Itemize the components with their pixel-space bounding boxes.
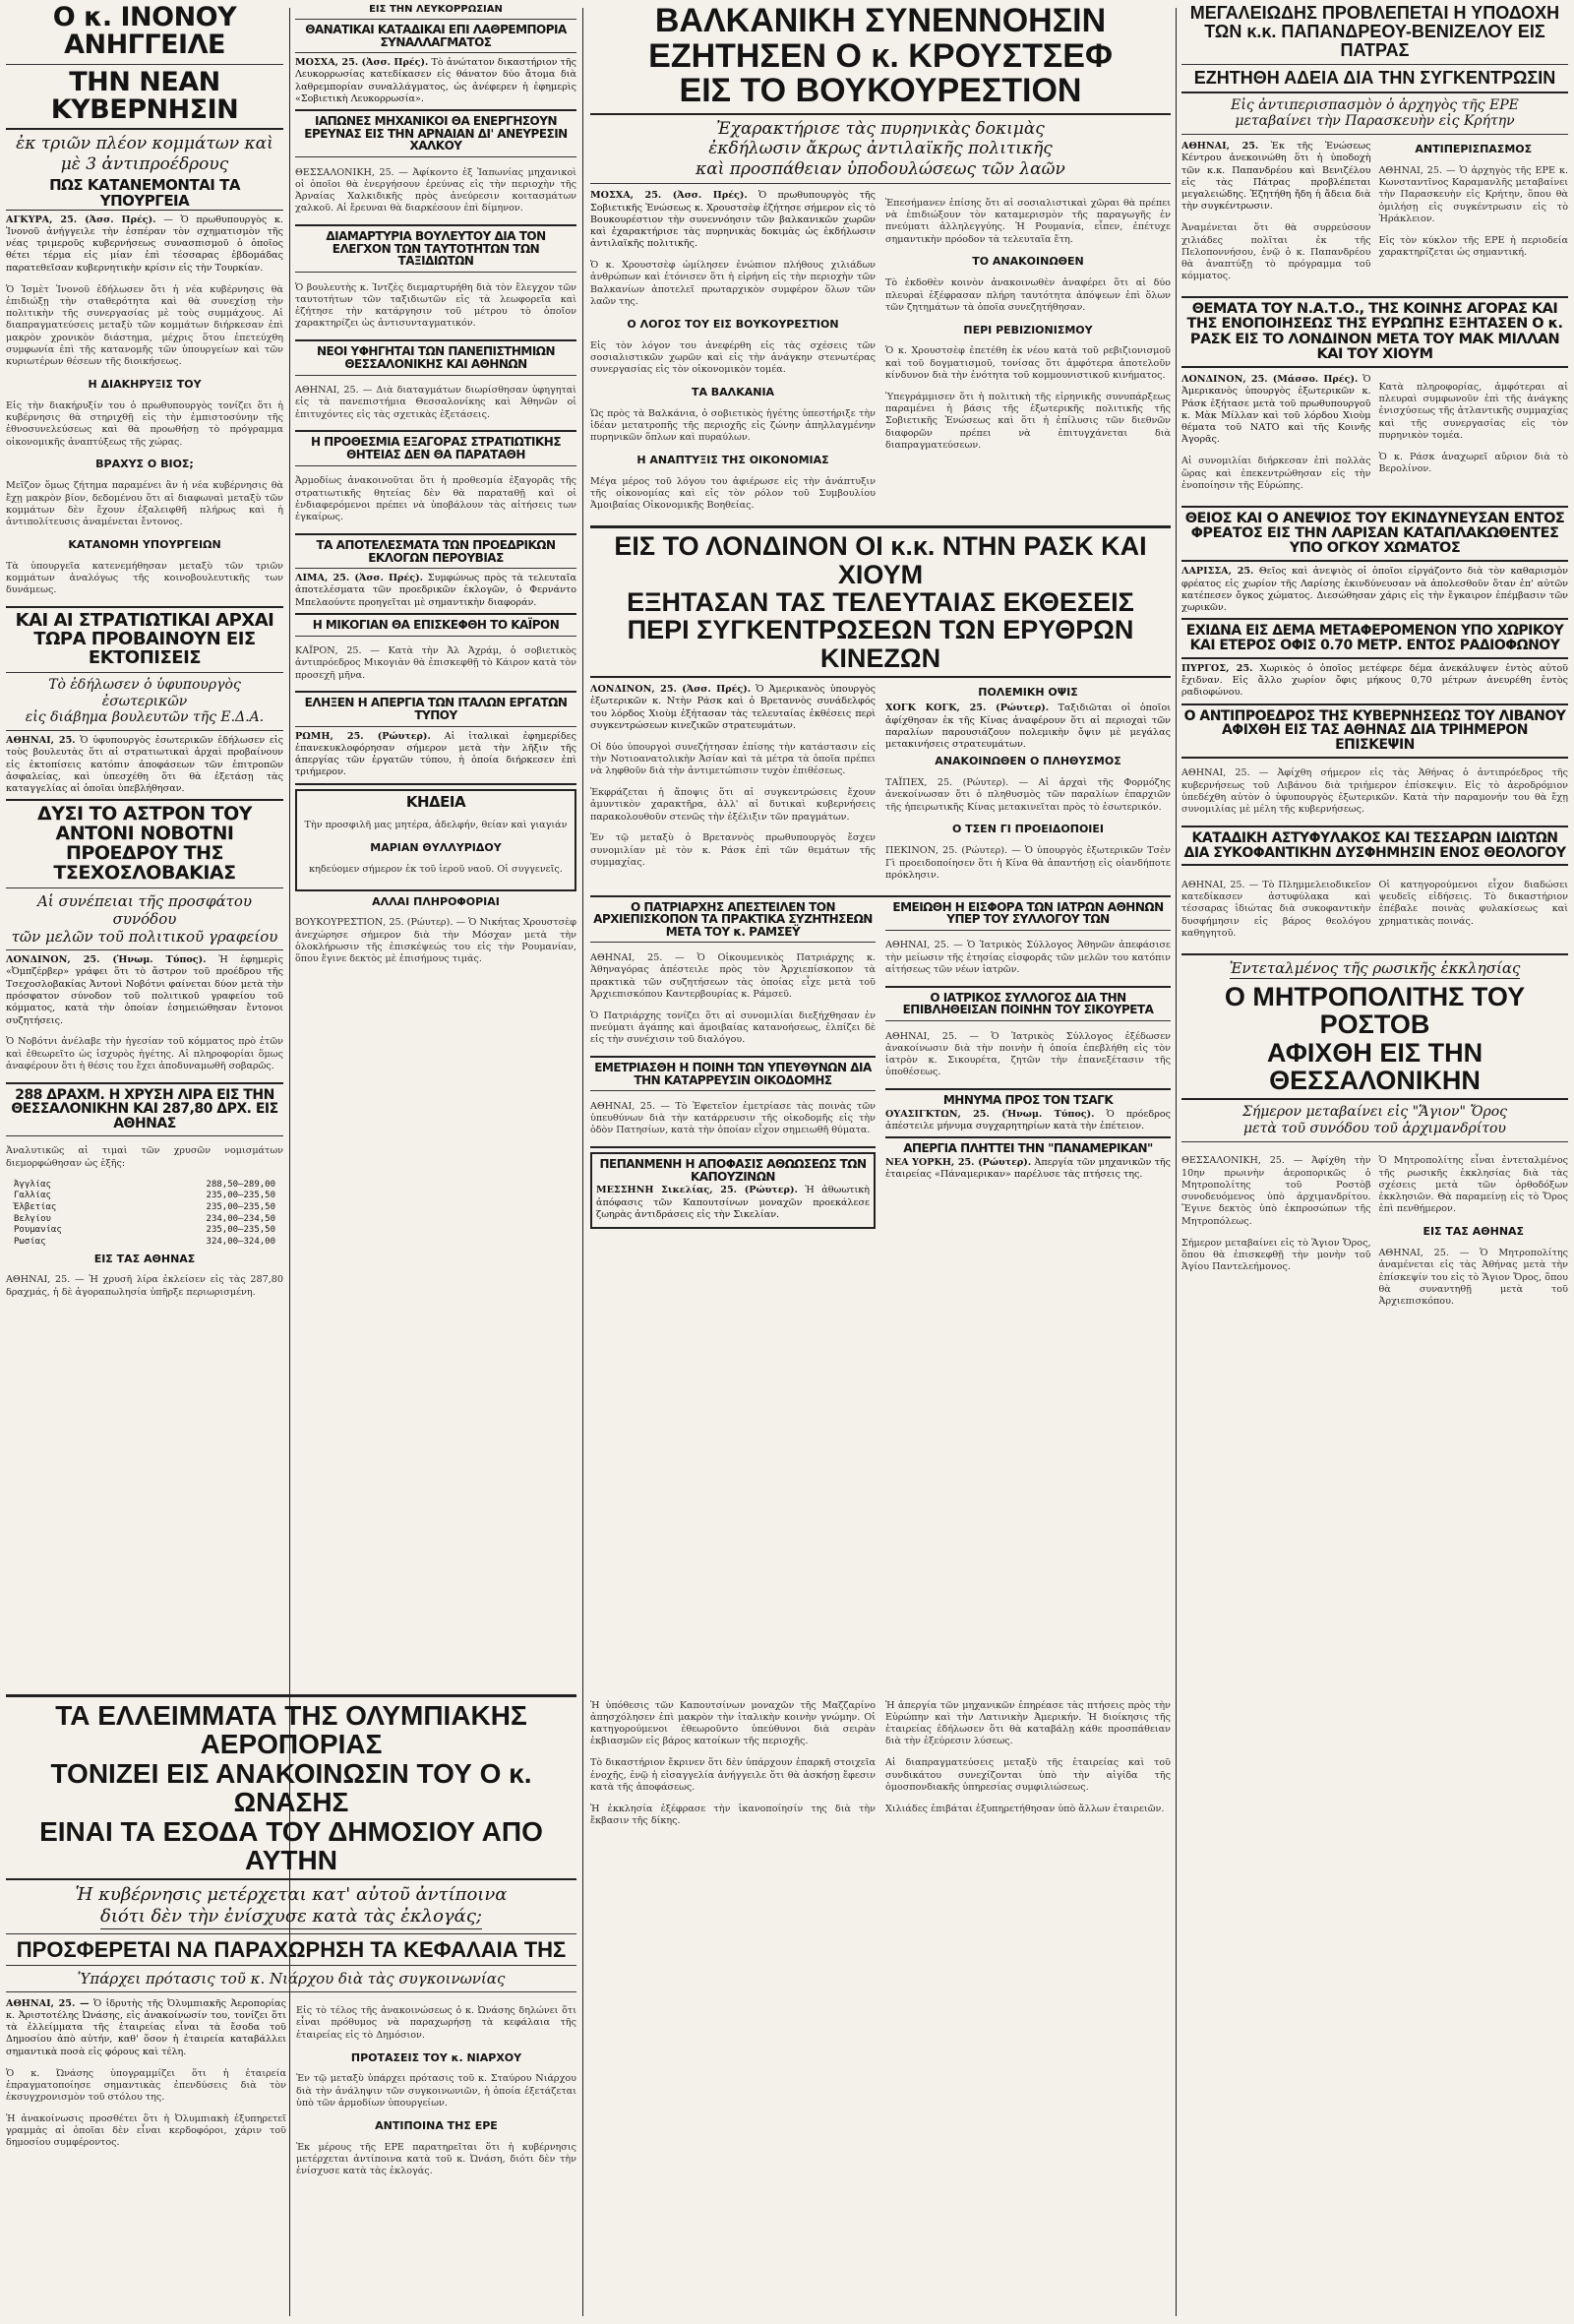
- headline-novotny: ΔΥΣΙ ΤΟ ΑΣΤΡΟΝ ΤΟΥ ΑΝΤΟΝΙ ΝΟΒΟΤΝΙ ΠΡΟΕΔΡΟΥ ΤΗΣ ΤΣΕΧΟΣΛΟΒΑΚΙΑΣ: [37, 803, 252, 885]
- headline-rusk-home-line2: ΕΞΗΤΑΣΑΝ ΤΑΣ ΤΕΛΕΥΤΑΙΑΣ ΕΚΘΕΣΕΙΣ: [627, 587, 1134, 618]
- section-heading: Ο ΛΟΓΟΣ ΤΟΥ ΕΙΣ ΒΟΥΚΟΥΡΕΣΤΙΟΝ: [627, 317, 839, 331]
- price-row: Ρωσίας 324,00—324,00: [14, 1237, 275, 1248]
- headline-doctors-contribution: ΕΜΕΙΩΘΗ Η ΕΙΣΦΟΡΑ ΤΩΝ ΙΑΤΡΩΝ ΑΘΗΝΩΝ ΥΠΕΡ ΤΟΥ ΣΥΛΛΟΓΟΥ ΤΩΝ: [892, 899, 1164, 927]
- subheadline-deportations-2: εἰς διάβημα βουλευτῶν τῆς Ε.Δ.Α.: [25, 709, 265, 726]
- headline-khrushchev-line3: ΕΙΣ ΤΟ ΒΟΥΚΟΥΡΕΣΤΙΟΝ: [679, 72, 1082, 110]
- headline-japanese-engineers: ΙΑΠΩΝΕΣ ΜΗΧΑΝΙΚΟΙ ΘΑ ΕΝΕΡΓΗΣΟΥΝ ΕΡΕΥΝΑΣ ΕΙΣ ΤΗΝ ΑΡΝΑΙΑΝ ΔΙ' ΑΝΕΥΡΕΣΙΝ ΧΑΛΚΟΥ: [304, 114, 568, 153]
- subheadline-athos-2: μετὰ τοῦ συνόδου τοῦ ἀρχιμανδρίτου: [1243, 1120, 1506, 1136]
- rostov-article: ΘΕΣΣΑΛΟΝΙΚΗ, 25. — Ἀφίχθη τὴν 10ην πρωινὴν ἀεροπορικῶς ὁ Μητροπολίτης τοῦ Ροστὸβ συνοδευόμενος ὑπὸ ἀρχιμανδρίτου. Ἔγινε δεκτὸς ὑπὸ ἐκπροσώπων τῆς Μητροπόλεως. Σήμερον μεταβαίνει εἰς τὸ Ἅγιον Ὄρος, ὅπου θὰ ἐπισκεφθῇ τὴν μονὴν τοῦ Ἁγίου Παντελεήμονος. Ὁ Μητροπολίτης εἶναι ἐντεταλμένος τῆς ρωσικῆς ἐκκλησίας διὰ τὰς σχέσεις μετὰ τῶν ὀρθοδόξων ἐκκλησιῶν. Θὰ παραμείνῃ εἰς τὸ Ὄρος ἐπὶ πενθήμερον. ΕΙΣ ΤΑΣ ΑΘΗΝΑΣ ΑΘΗΝΑΙ, 25. — Ὁ Μητροπολίτης ἀναμένεται εἰς τὰς Ἀθήνας μετὰ τὴν ἐπίσκεψίν του εἰς τὸ Ἅγιον Ὄρος, ὅπου θὰ συναντηθῇ μετὰ τοῦ Ἀρχιεπισκόπου.: [1181, 1155, 1568, 1308]
- subheadline-inonu: ἐκ τριῶν πλέον κομμάτων καὶ μὲ 3 ἀντιπροέδρους: [16, 134, 273, 174]
- subheadline-khrushchev-1: Ἐχαρακτήρισε τὰς πυρηνικὰς δοκιμὰς: [716, 119, 1045, 140]
- column-2: ΕΙΣ ΤΗΝ ΛΕΥΚΟΡΡΩΣΙΑΝ ΘΑΝΑΤΙΚΑΙ ΚΑΤΑΔΙΚΑΙ ΕΠΙ ΛΑΘΡΕΜΠΟΡΙΑ ΣΥΝΑΛΛΑΓΜΑΤΟΣ ΜΟΣΧΑ, 25. (Ἀσσ. Πρές). Τὸ ἀνώτατον δικαστήριον τῆς Λευκορρωσίας κατεδίκασεν εἰς θάνατον δύο ἄτομα διὰ λαθρεμπορίαν συναλλάγματος, ὡς ἀνέφερεν ἡ ἐφημερὶς «Σοβιετικὴ Λευκορρωσία». ΙΑΠΩΝΕΣ ΜΗΧΑΝΙΚΟΙ ΘΑ ΕΝΕΡΓΗΣΟΥΝ ΕΡΕΥΝΑΣ ΕΙΣ ΤΗΝ ΑΡΝΑΙΑΝ ΔΙ' ΑΝΕΥΡΕΣΙΝ ΧΑΛΚΟΥ ΘΕΣΣΑΛΟΝΙΚΗ, 25. — Ἀφίκοντο ἐξ Ἰαπωνίας μηχανικοὶ οἱ ὁποῖοι θὰ ἐνεργήσουν ἐρεύνας εἰς τὴν περιοχὴν τῆς Ἀρναίας Χαλκιδικῆς πρὸς ἀνεύρεσιν κοιτασμάτων χαλκοῦ. Αἱ ἔρευναι θὰ διαρκέσουν ἐπὶ δίμηνον. ΔΙΑΜΑΡΤΥΡΙΑ ΒΟΥΛΕΥΤΟΥ ΔΙΑ ΤΟΝ ΕΛΕΓΧΟΝ ΤΩΝ ΤΑΥΤΟΤΗΤΩΝ ΤΩΝ ΤΑΞΙΔΙΩΤΩΝ Ὁ βουλευτὴς κ. Ἰντζὲς διεμαρτυρήθη διὰ τὸν ἔλεγχον τῶν ταυτοτήτων τῶν ταξιδιωτῶν εἰς τὰ λεωφορεῖα καὶ ἐζήτησε τὴν κατάργησιν τοῦ μέτρου τὸ ὁποῖον χαρακτηρίζει ὡς ἀντισυνταγματικόν. ΝΕΟΙ ΥΦΗΓΗΤΑΙ ΤΩΝ ΠΑΝΕΠΙΣΤΗΜΙΩΝ ΘΕΣΣΑΛΟΝΙΚΗΣ ΚΑΙ ΑΘΗΝΩΝ ΑΘΗΝΑΙ, 25. — Διὰ διαταγμάτων διωρίσθησαν ὑφηγηταὶ εἰς τὰ πανεπιστήμια Θεσσαλονίκης καὶ Ἀθηνῶν οἱ ἐπιτυχόντες εἰς τὰς σχετικὰς ἐξετάσεις. Η ΠΡΟΘΕΣΜΙΑ ΕΞΑΓΟΡΑΣ ΣΤΡΑΤΙΩΤΙΚΗΣ ΘΗΤΕΙΑΣ ΔΕΝ ΘΑ ΠΑΡΑΤΑΘΗ Ἀρμοδίως ἀνακοινοῦται ὅτι ἡ προθεσμία ἐξαγορᾶς τῆς στρατιωτικῆς θητείας δὲν θὰ παραταθῇ καὶ οἱ ἐνδιαφερόμενοι πρέπει νὰ ὑποβάλουν τὰς αἰτήσεις των ἐγκαίρως. ΤΑ ΑΠΟΤΕΛΕΣΜΑΤΑ ΤΩΝ ΠΡΟΕΔΡΙΚΩΝ ΕΚΛΟΓΩΝ ΠΕΡΟΥΒΙΑΣ ΛΙΜΑ, 25. (Ἀσσ. Πρές). Συμφώνως πρὸς τὰ τελευταῖα ἀποτελέσματα τῶν προεδρικῶν ἐκλογῶν, ὁ Φερνάντο Μπελαούντε προηγεῖται μὲ σημαντικὴν διαφοράν. Η ΜΙΚΟΓΙΑΝ ΘΑ ΕΠΙΣΚΕΦΘΗ ΤΟ ΚΑΪΡΟΝ ΚΑΪΡΟΝ, 25. — Κατὰ τὴν Ἀλ Ἀχράμ, ὁ σοβιετικὸς ἀντιπρόεδρος Μικογιὰν θὰ ἐπισκεφθῇ τὸ Κάιρον κατὰ τὸν προσεχῆ μῆνα. ΕΛΗΞΕΝ Η ΑΠΕΡΓΙΑ ΤΩΝ ΙΤΑΛΩΝ ΕΡΓΑΤΩΝ ΤΥΠΟΥ ΡΩΜΗ, 25. (Ρώυτερ). Αἱ ἰταλικαὶ ἐφημερίδες ἐπανεκυκλοφόρησαν σήμερον μετὰ τὴν λῆξιν τῆς ἀπεργίας τῶν ἐργατῶν τύπου, ἡ ὁποία διήρκεσεν ἐπὶ τριήμερον. ΚΗΔΕΙΑ Τὴν προσφιλῆ μας μητέρα, ἀδελφήν, θείαν καὶ γιαγιάν ΜΑΡΙΑΝ ΘΥΛΛΥΡΙΔΟΥ κηδεύομεν σήμερον ἐκ τοῦ ἱεροῦ ναοῦ. Οἱ συγγενεῖς. ΑΛΛΑΙ ΠΛΗΡΟΦΟΡΙΑΙ ΒΟΥΚΟΥΡΕΣΤΙΟΝ, 25. (Ρώυτερ). — Ὁ Νικήτας Χρουστσὲφ ἀνεχώρησε σήμερον διὰ τὴν Μόσχαν μετὰ τὴν ὁλοκλήρωσιν τῆς ἐπισκέψεώς του εἰς τὴν Ρουμανίαν, ὅπου ἔγινε δεκτὸς μὲ ἐπισήμους τιμάς.: [295, 4, 576, 965]
- headline-inonu-line1: Ο κ. ΙΝΟΝΟΥ ΑΝΗΓΓΕΙΛΕ: [52, 4, 237, 61]
- headline-peru-elections: ΤΑ ΑΠΟΤΕΛΕΣΜΑΤΑ ΤΩΝ ΠΡΟΕΔΡΙΚΩΝ ΕΚΛΟΓΩΝ ΠΕΡΟΥΒΙΑΣ: [316, 537, 556, 565]
- headline-policeman-conviction: ΚΑΤΑΔΙΚΗ ΑΣΤΥΦΥΛΑΚΟΣ ΚΑΙ ΤΕΣΣΑΡΩΝ ΙΔΙΩΤΩΝ ΔΙΑ ΣΥΚΟΦΑΝΤΙΚΗΝ ΔΥΣΦΗΜΗΣΙΝ ΕΝΟΣ ΘΕΟΛΟΓΟΥ: [1183, 829, 1566, 861]
- headline-deportations: ΚΑΙ ΑΙ ΣΤΡΑΤΙΩΤΙΚΑΙ ΑΡΧΑΙ ΤΩΡΑ ΠΡΟΒΑΙΝΟΥΝ ΕΙΣ ΕΚΤΟΠΙΣΕΙΣ: [15, 610, 274, 668]
- section-heading: ΠΟΛΕΜΙΚΗ ΟΨΙΣ: [978, 686, 1078, 700]
- article-body: ΜΟΣΧΑ, 25. (Ἀσσ. Πρές). Τὸ ἀνώτατον δικαστήριον τῆς Λευκορρωσίας κατεδίκασεν εἰς θάνατον δύο ἄτομα διὰ λαθρεμπορίαν συναλλάγματος, ὡς ἀνέφερεν ἡ ἐφημερὶς «Σοβιετικὴ Λευκορρωσία».: [295, 57, 576, 104]
- section-heading: ΑΝΤΙΠΕΡΙΣΠΑΣΜΟΣ: [1415, 143, 1533, 156]
- subheadline-ere-1: Εἰς ἀντιπερισπασμὸν ὁ ἀρχηγὸς τῆς ΕΡΕ: [1231, 96, 1519, 113]
- section-heading: ΤΟ ΑΝΑΚΟΙΝΩΘΕΝ: [972, 255, 1084, 269]
- column-rule: [1176, 8, 1177, 2316]
- article-body: ΜΕΣΣΗΝΗ Σικελίας, 25. (Ρώυτερ). Ἡ ἀθωωτικὴ ἀπόφασις τῶν Καπουτσίνων μοναχῶν προεκάλεσε ζωηρὰς ἀντιδράσεις εἰς τὴν Σικελίαν.: [596, 1185, 870, 1220]
- subheadline-russian-church: Ἐντεταλμένος τῆς ρωσικῆς ἐκκλησίας: [1229, 958, 1521, 977]
- headline-panamerican-strike: ΑΠΕΡΓΙΑ ΠΛΗΤΤΕΙ ΤΗΝ "ΠΑΝΑΜΕΡΙΚΑΝ": [903, 1141, 1153, 1156]
- headline-military-service: Η ΠΡΟΘΕΣΜΙΑ ΕΞΑΓΟΡΑΣ ΣΤΡΑΤΙΩΤΙΚΗΣ ΘΗΤΕΙΑΣ ΔΕΝ ΘΑ ΠΑΡΑΤΑΘΗ: [310, 435, 562, 462]
- subheadline-athos-1: Σήμερον μεταβαίνει εἰς "Ἅγιον" Ὄρος: [1241, 1104, 1508, 1121]
- headline-onassis-line2: ΤΟΝΙΖΕΙ ΕΙΣ ΑΝΑΚΟΙΝΩΣΙΝ ΤΟΥ Ο κ. ΩΝΑΣΗΣ: [50, 1757, 532, 1818]
- article-body: ΜΟΣΧΑ, 25. (Ἀσσ. Πρές). Ὁ πρωθυπουργὸς τῆς Σοβιετικῆς Ἑνώσεως κ. Χρουστσὲφ ἐζήτησε σήμερον εἰς τὸ Βουκουρέστιον τὴν συνεννόησιν τῶν βαλκανικῶν χωρῶν καὶ ἐχαρακτήρισε τὰς πυρηνικὰς δοκιμὰς ὡς ἐκδήλωσιν ἀντιλαϊκῆς πολιτικῆς.: [590, 190, 876, 250]
- article-body: ΟΥΑΣΙΓΚΤΩΝ, 25. (Ἡνωμ. Τύπος). Ὁ πρόεδρος ἀπέστειλε μήνυμα συγχαρητηρίων κατὰ τὴν ἐπέτειον.: [885, 1108, 1171, 1132]
- center-section: [590, 4, 1171, 1684]
- headline-viper: ΕΧΙΔΝΑ ΕΙΣ ΔΕΜΑ ΜΕΤΑΦΕΡΟΜΕΝΟΝ ΥΠΟ ΧΩΡΙΚΟΥ ΚΑΙ ΕΤΕΡΟΣ ΟΦΙΣ 0.70 ΜΕΤΡ. ΕΝΤΟΣ ΡΑΔΙΟΦΩΝΟΥ: [1185, 623, 1564, 654]
- center-lower-columns: Ο ΠΑΤΡΙΑΡΧΗΣ ΑΠΕΣΤΕΙΛΕΝ ΤΟΝ ΑΡΧΙΕΠΙΣΚΟΠΟΝ ΤΑ ΠΡΑΚΤΙΚΑ ΣΥΖΗΤΗΣΕΩΝ ΜΕΤΑ ΤΟΥ κ. ΡΑΜΣΕΫ ΑΘΗΝΑΙ, 25. — Ὁ Οἰκουμενικὸς Πατριάρχης κ. Ἀθηναγόρας ἀπέστειλε πρὸς τὸν Ἀρχιεπίσκοπον τὰ πρακτικὰ τῶν συζητήσεων τὰς ὁποίας εἶχε μετὰ τοῦ Ἀρχιεπισκόπου Καντερβουρίας κ. Ράμσεϋ. Ὁ Πατριάρχης τονίζει ὅτι αἱ συνομιλίαι διεξήχθησαν ἐν πνεύματι ἀγάπης καὶ ἀμοιβαίας κατανοήσεως, ἐλπίζει δὲ εἰς τὴν συνέχισιν τοῦ διαλόγου. ΕΜΕΤΡΙΑΣΘΗ Η ΠΟΙΝΗ ΤΩΝ ΥΠΕΥΘΥΝΩΝ ΔΙΑ ΤΗΝ ΚΑΤΑΡΡΕΥΣΙΝ ΟΙΚΟΔΟΜΗΣ ΑΘΗΝΑΙ, 25. — Τὸ Ἐφετεῖον ἐμετρίασε τὰς ποινὰς τῶν ὑπευθύνων διὰ τὴν κατάρρευσιν τῆς οἰκοδομῆς εἰς τὴν ὁδὸν Πατησίων, κατὰ τὴν ὁποίαν εἶχον σημειωθῆ θύματα. ΠΕΠΑΝΜΕΝΗ Η ΑΠΟΦΑΣΙΣ ΑΘΩΩΣΕΩΣ ΤΩΝ ΚΑΠΟΥΖΙΝΩΝ ΜΕΣΣΗΝΗ Σικελίας, 25. (Ρώυτερ). Ἡ ἀθωωτικὴ ἀπόφασις τῶν Καπουτσίνων μοναχῶν προεκάλεσε ζωηρὰς ἀντιδράσεις εἰς τὴν Σικελίαν. ΕΜΕΙΩΘΗ Η ΕΙΣΦΟΡΑ ΤΩΝ ΙΑΤΡΩΝ ΑΘΗΝΩΝ ΥΠΕΡ ΤΟΥ ΣΥΛΛΟΓΟΥ ΤΩΝ ΑΘΗΝΑΙ, 25. — Ὁ Ἰατρικὸς Σύλλογος Ἀθηνῶν ἀπεφάσισε τὴν μείωσιν τῆς ἐτησίας εἰσφορᾶς τῶν μελῶν του κατόπιν αἰτήσεως τῶν νέων ἰατρῶν. Ο ΙΑΤΡΙΚΟΣ ΣΥΛΛΟΓΟΣ ΔΙΑ ΤΗΝ ΕΠΙΒΛΗΘΕΙΣΑΝ ΠΟΙΝΗΝ ΤΟΥ ΣΙΚΟΥΡΕΤΑ ΑΘΗΝΑΙ, 25. — Ὁ Ἰατρικὸς Σύλλογος ἐξέδωσεν ἀνακοίνωσιν διὰ τὴν ποινὴν ἡ ὁποία ἐπεβλήθη εἰς τὸν ἰατρὸν κ. Σικουρέτα, ζητῶν τὴν ἐπανεξέτασιν τῆς ὑποθέσεως. ΜΗΝΥΜΑ ΠΡΟΣ ΤΟΝ ΤΣΑΓΚ ΟΥΑΣΙΓΚΤΩΝ, 25. (Ἡνωμ. Τύπος). Ὁ πρόεδρος ἀπέστειλε μήνυμα συγχαρητηρίων κατὰ τὴν ἐπέτειον. ΑΠΕΡΓΙΑ ΠΛΗΤΤΕΙ ΤΗΝ "ΠΑΝΑΜΕΡΙΚΑΝ" ΝΕΑ ΥΟΡΚΗ, 25. (Ρώυτερ). Ἀπεργία τῶν μηχανικῶν τῆς ἑταιρείας «Πάναμερικαν» παρέλυσε τὰς πτήσεις της.: [590, 901, 1171, 1234]
- khrushchev-article: ΜΟΣΧΑ, 25. (Ἀσσ. Πρές). Ὁ πρωθυπουργὸς τῆς Σοβιετικῆς Ἑνώσεως κ. Χρουστσὲφ ἐζήτησε σήμερον εἰς τὸ Βουκουρέστιον τὴν συνεννόησιν τῶν βαλκανικῶν χωρῶν καὶ ἐχαρακτήρισε τὰς πυρηνικὰς δοκιμὰς ὡς ἐκδήλωσιν ἀντιλαϊκῆς πολιτικῆς. Ὁ κ. Χρουστσὲφ ὡμίλησεν ἐνώπιον πλήθους χιλιάδων ἀνθρώπων καὶ ἐτόνισεν ὅτι ἡ εἰρήνη εἰς τὴν περιοχὴν τῶν Βαλκανίων ἀποτελεῖ πρωταρχικὸν συμφέρον ὅλων τῶν λαῶν της. Ο ΛΟΓΟΣ ΤΟΥ ΕΙΣ ΒΟΥΚΟΥΡΕΣΤΙΟΝ Εἰς τὸν λόγον του ἀνεφέρθη εἰς τὰς σχέσεις τῶν σοσιαλιστικῶν χωρῶν καὶ εἰς τὴν ἀνάγκην στενωτέρας συνεργασίας εἰς τὸν οἰκονομικὸν τομέα. ΤΑ ΒΑΛΚΑΝΙΑ Ὡς πρὸς τὰ Βαλκάνια, ὁ σοβιετικὸς ἡγέτης ὑπεστήριξε τὴν ἰδέαν μετατροπῆς τῆς περιοχῆς εἰς ζώνην ἀπηλλαγμένην πυρηνικῶν ὅπλων καὶ πυραύλων. Η ΑΝΑΠΤΥΞΙΣ ΤΗΣ ΟΙΚΟΝΟΜΙΑΣ Μέγα μέρος τοῦ λόγου του ἀφιέρωσε εἰς τὴν ἀνάπτυξιν τῆς οἰκονομίας καὶ εἰς τὸν ρόλον τοῦ Συμβουλίου Ἀμοιβαίας Οἰκονομικῆς Βοηθείας. Ἐπεσήμανεν ἐπίσης ὅτι αἱ σοσιαλιστικαὶ χῶραι θὰ πρέπει νὰ ἐπιδιώξουν τὸν καταμερισμὸν τῆς παραγωγῆς ἐν πνεύματι ἀλληλεγγύης. Ἡ Ρουμανία, εἶπεν, ἐπέτυχε σημαντικὴν πρόοδον τὰ τελευταῖα ἔτη. ΤΟ ΑΝΑΚΟΙΝΩΘΕΝ Τὸ ἐκδοθὲν κοινὸν ἀνακοινωθὲν ἀναφέρει ὅτι αἱ δύο πλευραὶ ἐξέφρασαν πλήρη ταυτότητα ἀπόψεων ἐπὶ ὅλων τῶν ζητημάτων τὰ ὁποῖα συνεζητήθησαν. ΠΕΡΙ ΡΕΒΙΖΙΟΝΙΣΜΟΥ Ὁ κ. Χρουστσὲφ ἐπετέθη ἐκ νέου κατὰ τοῦ ρεβιζιονισμοῦ καὶ τοῦ δογματισμοῦ, τονίσας ὅτι ἀμφότερα ἀποτελοῦν κίνδυνον διὰ τὴν ἑνότητα τοῦ κομμουνιστικοῦ κινήματος. Ὑπεγράμμισεν ὅτι ἡ πολιτικὴ τῆς εἰρηνικῆς συνυπάρξεως παραμένει ἡ βάσις τῆς ἐξωτερικῆς πολιτικῆς τῆς Σοβιετικῆς Ἑνώσεως καὶ ὅτι ἡ ἐπίλυσις τῶν διεθνῶν διαφορῶν πρέπει νὰ ἐπιτυγχάνεται διὰ διαπραγματεύσεων.: [590, 190, 1171, 512]
- section-heading: ΠΡΟΤΑΣΕΙΣ ΤΟΥ κ. ΝΙΑΡΧΟΥ: [350, 2050, 522, 2064]
- section-heading: ΤΑ ΒΑΛΚΑΝΙΑ: [691, 385, 775, 398]
- headline-deputy-protest: ΔΙΑΜΑΡΤΥΡΙΑ ΒΟΥΛΕΥΤΟΥ ΔΙΑ ΤΟΝ ΕΛΕΓΧΟΝ ΤΩΝ ΤΑΥΤΟΤΗΤΩΝ ΤΩΝ ΤΑΞΙΔΙΩΤΩΝ: [326, 229, 546, 269]
- price-row: Ἀγγλίας 288,50—289,00: [14, 1179, 275, 1190]
- headline-uncle-nephew: ΘΕΙΟΣ ΚΑΙ Ο ΑΝΕΨΙΟΣ ΤΟΥ ΕΚΙΝΔΥΝΕΥΣΑΝ ΕΝΤΟΣ ΦΡΕΑΤΟΣ ΕΙΣ ΤΗΝ ΛΑΡΙΣΑΝ ΚΑΤΑΠΛΑΚΩΘΕΝΤΕΣ ΥΠΟ ΟΓΚΟΥ ΧΩΜΑΤΟΣ: [1184, 510, 1565, 557]
- headline-nato-rusk: ΘΕΜΑΤΑ ΤΟΥ Ν.Α.Τ.Ο., ΤΗΣ ΚΟΙΝΗΣ ΑΓΟΡΑΣ ΚΑΙ ΤΗΣ ΕΝΟΠΟΙΗΣΕΩΣ ΤΗΣ ΕΥΡΩΠΗΣ ΕΞΗΤΑΣΕΝ Ο κ. ΡΑΣΚ ΕΙΣ ΤΟ ΛΟΝΔΙΝΟΝ ΜΕΤΑ ΤΟΥ ΜΑΚ ΜΙΛΛΑΝ ΚΑΙ ΤΟΥ ΧΙΟΥΜ: [1186, 301, 1563, 362]
- article-body: ΛΑΡΙΣΣΑ, 25. Θεῖος καὶ ἀνεψιὸς οἱ ὁποῖοι εἰργάζοντο διὰ τὸν καθαρισμὸν φρέατος εἰς χωρίον τῆς Λαρίσης ἐκινδύνευσαν νὰ ἀπολεσθοῦν ὅταν ἐπ' αὐτῶν κατέπεσεν ὄγκος χώματος. Διεσώθησαν χάρις εἰς τὴν ἔγκαιρον ἐπέμβασιν τῶν χωρικῶν.: [1181, 566, 1568, 614]
- subheadline-onassis-1: Ἡ κυβέρνησις μετέρχεται κατ' αὐτοῦ ἀντίποινα: [75, 1884, 508, 1906]
- subheadline-khrushchev-2: ἐκδήλωσιν ἄκρως ἀντιλαϊκῆς πολιτικῆς: [708, 139, 1053, 159]
- article-body: ΝΕΑ ΥΟΡΚΗ, 25. (Ρώυτερ). Ἀπεργία τῶν μηχανικῶν τῆς ἑταιρείας «Πάναμερικαν» παρέλυσε τὰς πτήσεις της.: [885, 1156, 1171, 1181]
- headline-papandreou-line2: ΤΩΝ κ.κ. ΠΑΠΑΝΔΡΕΟΥ-ΒΕΝΙΖΕΛΟΥ ΕΙΣ ΠΑΤΡΑΣ: [1204, 21, 1545, 60]
- headline-rostov-line2: ΑΦΙΧΘΗ ΕΙΣ ΤΗΝ ΘΕΣΣΑΛΟΝΙΚΗΝ: [1266, 1037, 1483, 1095]
- article-body: ΑΘΗΝΑΙ, 25. Ἐκ τῆς Ἑνώσεως Κέντρου ἀνεκοινώθη ὅτι ἡ ὑποδοχὴ τῶν κ.κ. Παπανδρέου καὶ Βενιζέλου εἰς τὰς Πάτρας προβλέπεται μεγαλειώδης. Ἐζητήθη ἤδη ἡ ἄδεια διὰ τὴν συγκέντρωσιν.: [1181, 141, 1371, 213]
- price-row: Ἑλβετίας 235,00—235,50: [14, 1201, 275, 1212]
- column-1: Ο κ. ΙΝΟΝΟΥ ΑΝΗΓΓΕΙΛΕ ΤΗΝ ΝΕΑΝ ΚΥΒΕΡΝΗΣΙΝ ἐκ τριῶν πλέον κομμάτων καὶ μὲ 3 ἀντιπροέδρους ΠΩΣ ΚΑΤΑΝΕΜΟΝΤΑΙ ΤΑ ΥΠΟΥΡΓΕΙΑ ΑΓΚΥΡΑ, 25. (Ἀσσ. Πρές). — Ὁ πρωθυπουργὸς κ. Ἰνονοῦ ἀνήγγειλε τὴν ἐσπέραν τὸν σχηματισμὸν τῆς νέας τριμεροῦς κυβερνήσεως συνασπισμοῦ ὁ ὁποῖος θέτει τέρμα εἰς μίαν ἐπὶ τέσσαρας ἑβδομάδας παρατεθεῖσαν κυβερνητικὴν κρίσιν εἰς τὴν Τουρκίαν. Ὁ Ἰσμὲτ Ἰνονοῦ ἐδήλωσεν ὅτι ἡ νέα κυβέρνησις θὰ ἐπιδιώξῃ τὴν σταθερότητα καὶ θὰ συνεχίσῃ τὴν πολιτικὴν τῆς συνεργασίας μὲ τοὺς συμμάχους. Αἱ διαπραγματεύσεις μεταξὺ τῶν κομμάτων διήρκεσαν ἐπὶ μακρὸν χρονικὸν διάστημα, μέχρις ὅτου ἐπετεύχθη συμφωνία ἐπὶ τῆς κατανομῆς τῶν ὑπουργείων καὶ τῶν κυριωτέρων θέσεων τῆς διοικήσεως. Η ΔΙΑΚΗΡΥΞΙΣ ΤΟΥ Εἰς τὴν διακήρυξίν του ὁ πρωθυπουργὸς τονίζει ὅτι ἡ κυβέρνησις θὰ στηριχθῇ εἰς τὴν ἐμπιστοσύνην τῆς ἐθνοσυνελεύσεως καὶ θὰ προωθήσῃ τὸ πρόγραμμα οἰκονομικῆς ἀναπτύξεως τῆς χώρας. ΒΡΑΧΥΣ Ο ΒΙΟΣ; Μεῖζον ὅμως ζήτημα παραμένει ἂν ἡ νέα κυβέρνησις θὰ ἔχῃ μακρὸν βίον, δεδομένου ὅτι αἱ διαφωναὶ μεταξὺ τῶν κομμάτων δὲν ἔχουν ἐξαλειφθῆ πλήρως καὶ ἡ ἀντιπολίτευσις ἀναμένεται ἔντονος. ΚΑΤΑΝΟΜΗ ΥΠΟΥΡΓΕΙΩΝ Τὰ ὑπουργεῖα κατενεμήθησαν μεταξὺ τῶν τριῶν κομμάτων ἀναλόγως τῆς κοινοβουλευτικῆς των δυνάμεως. ΚΑΙ ΑΙ ΣΤΡΑΤΙΩΤΙΚΑΙ ΑΡΧΑΙ ΤΩΡΑ ΠΡΟΒΑΙΝΟΥΝ ΕΙΣ ΕΚΤΟΠΙΣΕΙΣ Τὸ ἐδήλωσεν ὁ ὑφυπουργὸς ἐσωτερικῶν εἰς διάβημα βουλευτῶν τῆς Ε.Δ.Α. ΑΘΗΝΑΙ, 25. Ὁ ὑφυπουργὸς ἐσωτερικῶν ἐδήλωσεν εἰς τοὺς βουλευτὰς ὅτι αἱ στρατιωτικαὶ ἀρχαὶ προβαίνουν εἰς ἐκτοπίσεις κατόπιν ἀποφάσεων τῶν ἐπιτροπῶν ἀσφαλείας, καὶ ὑπεσχέθη ὅτι θὰ ἐξετάσῃ τὰς καταγγελίας αἱ ὁποῖαι ὑπεβλήθησαν. ΔΥΣΙ ΤΟ ΑΣΤΡΟΝ ΤΟΥ ΑΝΤΟΝΙ ΝΟΒΟΤΝΙ ΠΡΟΕΔΡΟΥ ΤΗΣ ΤΣΕΧΟΣΛΟΒΑΚΙΑΣ Αἱ συνέπειαι τῆς προσφάτου συνόδου τῶν μελῶν τοῦ πολιτικοῦ γραφείου ΛΟΝΔΙΝΟΝ, 25. (Ἡνωμ. Τύπος). Ἡ ἐφημερὶς «Ὀμπζέρβερ» γράφει ὅτι τὸ ἄστρον τοῦ προέδρου τῆς Τσεχοσλοβακίας Ἀντονὶ Νοβότνι φαίνεται δύον μετὰ τὴν πρόσφατον σύνοδον τοῦ πολιτικοῦ γραφείου τοῦ κόμματος, κατὰ τὴν ὁποίαν ἐσημειώθησαν ἔντονοι συζητήσεις. Ὁ Νοβότνι ἀνέλαβε τὴν ἡγεσίαν τοῦ κόμματος πρὸ ἐτῶν καὶ ἐθεωρεῖτο ὡς ἰσχυρὸς ἡγέτης. Αἱ πληροφορίαι ὅμως ἀναφέρουν ὅτι ἡ θέσις του ἔχει ἀποδυναμωθῆ σοβαρῶς. 288 ΔΡΑΧΜ. Η ΧΡΥΣΗ ΛΙΡΑ ΕΙΣ ΤΗΝ ΘΕΣΣΑΛΟΝΙΚΗΝ ΚΑΙ 287,80 ΔΡΧ. ΕΙΣ ΑΘΗΝΑΣ Ἀναλυτικῶς αἱ τιμαὶ τῶν χρυσῶν νομισμάτων διεμορφώθησαν ὡς ἑξῆς: Ἀγγλίας 288,50—289,00 Γαλλίας 235,00—235,50 Ἑλβετίας 235,00—235,50 Βελγίου 234,00—234,50 Ρουμανίας 235,00—235,50 Ρωσίας 324,00—324,00 ΕΙΣ ΤΑΣ ΑΘΗΝΑΣ ΑΘΗΝΑΙ, 25. — Ἡ χρυσῆ λίρα ἐκλείσεν εἰς τὰς 287,80 δραχμάς, ἡ δὲ ἀγοραπωλησία ὑπῆρξε περιωρισμένη.: [6, 4, 283, 1298]
- article-body: ΛΟΝΔΙΝΟΝ, 25. (Ἡνωμ. Τύπος). Ἡ ἐφημερὶς «Ὀμπζέρβερ» γράφει ὅτι τὸ ἄστρον τοῦ προέδρου τῆς Τσεχοσλοβακίας Ἀντονὶ Νοβότνι φαίνεται δύον μετὰ τὴν πρόσφατον σύνοδον τοῦ πολιτικοῦ γραφείου τοῦ κόμματος, κατὰ τὴν ὁποίαν ἐσημειώθησαν ἔντονοι συζητήσεις.: [6, 954, 283, 1026]
- section-heading: ΑΝΑΚΟΙΝΩΘΕΝ Ο ΠΛΗΘΥΣΜΟΣ: [935, 755, 1121, 768]
- headline-rostov-line1: Ο ΜΗΤΡΟΠΟΛΙΤΗΣ ΤΟΥ ΡΟΣΤΟΒ: [1224, 981, 1526, 1040]
- section-strip: ΕΙΣ ΤΗΝ ΛΕΥΚΟΡΡΩΣΙΑΝ: [369, 4, 503, 15]
- section-heading: Η ΔΙΑΚΗΡΥΞΙΣ ΤΟΥ: [88, 378, 202, 392]
- headline-message-tsagk: ΜΗΝΥΜΑ ΠΡΟΣ ΤΟΝ ΤΣΑΓΚ: [942, 1093, 1114, 1108]
- gold-price-list: [6, 1180, 283, 1249]
- article-body: ΧΟΓΚ ΚΟΓΚ, 25. (Ρώυτερ). Ταξιδιῶται οἱ ὁποῖοι ἀφίχθησαν ἐκ τῆς Κίνας ἀναφέρουν ὅτι αἱ περιοχαὶ τῶν παραλίων παρουσιάζουν πολεμικὴν ὄψιν μὲ μεγάλας μετακινήσεις στρατευμάτων.: [885, 703, 1171, 751]
- headline-lebanon: Ο ΑΝΤΙΠΡΟΕΔΡΟΣ ΤΗΣ ΚΥΒΕΡΝΗΣΕΩΣ ΤΟΥ ΛΙΒΑΝΟΥ ΑΦΙΧΘΗ ΕΙΣ ΤΑΣ ΑΘΗΝΑΣ ΔΙΑ ΤΡΙΗΜΕΡΟΝ ΕΠΙΣΚΕΨΙΝ: [1183, 707, 1566, 753]
- onassis-section: [6, 1690, 576, 2318]
- headline-death-sentences: ΘΑΝΑΤΙΚΑΙ ΚΑΤΑΔΙΚΑΙ ΕΠΙ ΛΑΘΡΕΜΠΟΡΙΑ ΣΥΝΑΛΛΑΓΜΑΤΟΣ: [305, 23, 567, 49]
- subheadline-ere-2: μεταβαίνει τὴν Παρασκευὴν εἰς Κρήτην: [1235, 113, 1515, 130]
- article-body: ΑΘΗΝΑΙ, 25. Ὁ ὑφυπουργὸς ἐσωτερικῶν ἐδήλωσεν εἰς τοὺς βουλευτὰς ὅτι αἱ στρατιωτικαὶ ἀρχαὶ προβαίνουν εἰς ἐκτοπίσεις κατόπιν ἀποφάσεων τῶν ἐπιτροπῶν ἀσφαλείας, καὶ ὑπεσχέθη ὅτι θὰ ἐξετάσῃ τὰς καταγγελίας αἱ ὁποῖαι ὑπεβλήθησαν.: [6, 735, 283, 795]
- section-heading: ΕΙΣ ΤΑΣ ΑΘΗΝΑΣ: [93, 1252, 196, 1265]
- headline-new-lecturers: ΝΕΟΙ ΥΦΗΓΗΤΑΙ ΤΩΝ ΠΑΝΕΠΙΣΤΗΜΙΩΝ ΘΕΣΣΑΛΟΝΙΚΗΣ ΚΑΙ ΑΘΗΝΩΝ: [316, 344, 556, 371]
- headline-italian-strike: ΕΛΗΞΕΝ Η ΑΠΕΡΓΙΑ ΤΩΝ ΙΤΑΛΩΝ ΕΡΓΑΤΩΝ ΤΥΠΟΥ: [304, 696, 568, 723]
- price-row: Γαλλίας 235,00—235,50: [14, 1191, 275, 1201]
- papandreou-article: ΑΘΗΝΑΙ, 25. Ἐκ τῆς Ἑνώσεως Κέντρου ἀνεκοινώθη ὅτι ἡ ὑποδοχὴ τῶν κ.κ. Παπανδρέου καὶ Βενιζέλου εἰς τὰς Πάτρας προβλέπεται μεγαλειώδης. Ἐζητήθη ἤδη ἡ ἄδεια διὰ τὴν συγκέντρωσιν. Ἀναμένεται ὅτι θὰ συρρεύσουν χιλιάδες πολῖται ἐκ τῆς Πελοποννήσου, ἐνῷ ὁ κ. Παπανδρέου θὰ ἀναπτύξῃ τὸ πρόγραμμα τοῦ κόμματος. ΑΝΤΙΠΕΡΙΣΠΑΣΜΟΣ ΑΘΗΝΑΙ, 25. — Ὁ ἀρχηγὸς τῆς ΕΡΕ κ. Κωνσταντῖνος Καραμανλῆς μεταβαίνει τὴν Παρασκευὴν εἰς Κρήτην, ὅπου θὰ ὁμιλήσῃ εἰς συγκέντρωσιν εἰς τὸ Ἡράκλειον. Εἰς τὸν κύκλον τῆς ΕΡΕ ἡ περιοδεία χαρακτηρίζεται ὡς σημαντική.: [1181, 141, 1568, 282]
- headline-inonu-line2: ΤΗΝ ΝΕΑΝ ΚΥΒΕΡΝΗΣΙΝ: [50, 66, 239, 126]
- headline-khrushchev-line2: ΕΖΗΤΗΣΕΝ Ο κ. ΚΡΟΥΣΤΣΕΦ: [648, 36, 1113, 75]
- headline-khrushchev-line1: ΒΑΛΚΑΝΙΚΗ ΣΥΝΕΝΝΟΗΣΙΝ: [654, 4, 1107, 39]
- headline-papandreou-line3: ΕΖΗΤΗΘΗ ΑΔΕΙΑ ΔΙΑ ΤΗΝ ΣΥΓΚΕΝΤΡΩΣΙΝ: [1193, 67, 1556, 88]
- subheadline-novotny-2: τῶν μελῶν τοῦ πολιτικοῦ γραφείου: [11, 928, 278, 947]
- article-body: ΛΟΝΔΙΝΟΝ, 25. (Μάσσο. Πρές). Ὁ Ἀμερικανὸς ὑπουργὸς ἐξωτερικῶν κ. Ράσκ ἐξήτασε μετὰ τοῦ πρωθυπουργοῦ κ. Μὰκ Μίλλαν καὶ τοῦ λόρδου Χιοὺμ θέματα τοῦ ΝΑΤΟ καὶ τῆς Κοινῆς Ἀγορᾶς.: [1181, 374, 1371, 446]
- section-heading: ΕΙΣ ΤΑΣ ΑΘΗΝΑΣ: [1423, 1225, 1525, 1239]
- onassis-article: ΑΘΗΝΑΙ, 25. — Ὁ ἰδρυτὴς τῆς Ὀλυμπιακῆς Ἀεροπορίας κ. Ἀριστοτέλης Ὠνάσης, εἰς ἀνακοίνωσίν του, τονίζει ὅτι τὰ ἐλλείμματα τῆς ἑταιρείας εἶναι τὰ ἔσοδα τοῦ Δημοσίου ἀπὸ αὐτήν, καθ' ὅσον ἡ ἑταιρεία καταβάλλει σημαντικὰ ποσὰ εἰς φόρους καὶ τέλη. Ὁ κ. Ὠνάσης ὑπογραμμίζει ὅτι ἡ ἑταιρεία ἐπραγματοποίησε σημαντικὰς ἐπενδύσεις διὰ τὸν ἐκσυγχρονισμὸν τοῦ στόλου της. Ἡ ἀνακοίνωσις προσθέτει ὅτι ἡ Ὀλυμπιακὴ ἐξυπηρετεῖ γραμμὰς αἱ ὁποῖαι δὲν εἶναι κερδοφόροι, χάριν τοῦ δημοσίου συμφέροντος. Εἰς τὸ τέλος τῆς ἀνακοινώσεως ὁ κ. Ὠνάσης δηλώνει ὅτι εἶναι πρόθυμος νὰ παραχωρήσῃ τὰ κεφάλαια τῆς ἑταιρείας εἰς τὸ Δημόσιον. ΠΡΟΤΑΣΕΙΣ ΤΟΥ κ. ΝΙΑΡΧΟΥ Ἐν τῷ μεταξὺ ὑπάρχει πρότασις τοῦ κ. Σταύρου Νιάρχου διὰ τὴν ἀνάληψιν τῶν συγκοινωνιῶν, ἡ ὁποία ἐξετάζεται ὑπὸ τῶν ἁρμοδίων ὑπουργείων. ΑΝΤΙΠΟΙΝΑ ΤΗΣ ΕΡΕ Ἐκ μέρους τῆς ΕΡΕ παρατηρεῖται ὅτι ἡ κυβέρνησις μετέρχεται ἀντίποινα κατὰ τοῦ κ. Ὠνάση, διότι δὲν τὴν ἐνίσχυσε κατὰ τὰς ἐκλογάς.: [6, 1997, 576, 2177]
- column-rule: [582, 8, 583, 2316]
- subheadline-onassis-2: διότι δὲν τὴν ἐνίσχυσε κατὰ τὰς ἐκλογάς;: [100, 1906, 482, 1929]
- conviction-article: ΑΘΗΝΑΙ, 25. — Τὸ Πλημμελειοδικεῖον κατεδίκασεν ἀστυφύλακα καὶ τέσσαρας ἰδιώτας διὰ συκοφαντικὴν δυσφήμησιν εἰς βάρος θεολόγου καθηγητοῦ. Οἱ κατηγορούμενοι εἶχον διαδώσει ψευδεῖς εἰδήσεις. Τὸ δικαστήριον ἐπέβαλε ποινὰς φυλακίσεως καὶ χρηματικὰς ποινάς.: [1181, 879, 1568, 939]
- article-body: ΑΘΗΝΑΙ, 25. — Ὁ ἰδρυτὴς τῆς Ὀλυμπιακῆς Ἀεροπορίας κ. Ἀριστοτέλης Ὠνάσης, εἰς ἀνακοίνωσίν του, τονίζει ὅτι τὰ ἐλλείμματα τῆς ἑταιρείας εἶναι τὰ ἔσοδα τοῦ Δημοσίου ἀπὸ αὐτήν, καθ' ὅσον ἡ ἑταιρεία καταβάλλει σημαντικὰ ποσὰ εἰς φόρους καὶ τέλη.: [6, 1997, 287, 2057]
- rusk-home-article: ΛΟΝΔΙΝΟΝ, 25. (Ἀσσ. Πρές). Ὁ Ἀμερικανὸς ὑπουργὸς ἐξωτερικῶν κ. Ντὴν Ράσκ καὶ ὁ Βρεταννὸς συνάδελφός του λόρδος Χιοὺμ ἐξήτασαν τὰς τελευταίας ἐκθέσεις περὶ συγκεντρώσεων κινεζικῶν στρατευμάτων. Οἱ δύο ὑπουργοὶ συνεζήτησαν ἐπίσης τὴν κατάστασιν εἰς τὴν Νοτιοανατολικὴν Ἀσίαν καὶ τὰ μέτρα τὰ ὁποῖα πρέπει νὰ ληφθοῦν διὰ τὴν ἀντιμετώπισιν τυχὸν ἐπιθέσεως. Ἐκφράζεται ἡ ἄποψις ὅτι αἱ συγκεντρώσεις ἔχουν ἀμυντικὸν χαρακτῆρα, ἀλλ' αἱ δυτικαὶ κυβερνήσεις παρακολουθοῦν στενῶς τὴν ἐξέλιξιν τῶν πραγμάτων. Ἐν τῷ μεταξὺ ὁ Βρεταννὸς πρωθυπουργὸς ἔσχεν συνομιλίαν μὲ τὸν κ. Ράσκ ἐπὶ τῶν θεμάτων τῆς συμμαχίας. ΠΟΛΕΜΙΚΗ ΟΨΙΣ ΧΟΓΚ ΚΟΓΚ, 25. (Ρώυτερ). Ταξιδιῶται οἱ ὁποῖοι ἀφίχθησαν ἐκ τῆς Κίνας ἀναφέρουν ὅτι αἱ περιοχαὶ τῶν παραλίων παρουσιάζουν πολεμικὴν ὄψιν μὲ μεγάλας μετακινήσεις στρατευμάτων. ΑΝΑΚΟΙΝΩΘΕΝ Ο ΠΛΗΘΥΣΜΟΣ ΤΑΪΠΕΧ, 25. (Ρώυτερ). — Αἱ ἀρχαὶ τῆς Φορμόζης ἀνεκοίνωσαν ὅτι ὁ πληθυσμὸς τῶν παραλίων ἐπαρχιῶν τῆς ἠπειρωτικῆς Κίνας μετακινεῖται πρὸς τὸ ἐσωτερικόν. Ο ΤΣΕΝ ΓΙ ΠΡΟΕΙΔΟΠΟΙΕΙ ΠΕΚΙΝΟΝ, 25. (Ρώυτερ). — Ὁ ὑπουργὸς ἐξωτερικῶν Τσὲν Γὶ προειδοποίησεν ὅτι ἡ Κίνα θὰ ἀπαντήσῃ εἰς οἱανδήποτε πρόκλησιν.: [590, 684, 1171, 881]
- headline-onassis-capital: ΠΡΟΣΦΕΡΕΤΑΙ ΝΑ ΠΑΡΑΧΩΡΗΣΗ ΤΑ ΚΕΦΑΛΑΙΑ ΤΗΣ: [16, 1936, 567, 1962]
- article-body: ΑΓΚΥΡΑ, 25. (Ἀσσ. Πρές). — Ὁ πρωθυπουργὸς κ. Ἰνονοῦ ἀνήγγειλε τὴν ἐσπέραν τὸν σχηματισμὸν τῆς νέας τριμεροῦς κυβερνήσεως συνασπισμοῦ ὁ ὁποῖος θέτει τέρμα εἰς μίαν ἐπὶ τέσσαρας ἑβδομάδας παρατεθεῖσαν κυβερνητικὴν κρίσιν εἰς τὴν Τουρκίαν.: [6, 214, 283, 274]
- headline-building-collapse: ΕΜΕΤΡΙΑΣΘΗ Η ΠΟΙΝΗ ΤΩΝ ΥΠΕΥΘΥΝΩΝ ΔΙΑ ΤΗΝ ΚΑΤΑΡΡΕΥΣΙΝ ΟΙΚΟΔΟΜΗΣ: [594, 1061, 872, 1087]
- price-row: Βελγίου 234,00—234,50: [14, 1213, 275, 1224]
- article-body: ΛΟΝΔΙΝΟΝ, 25. (Ἀσσ. Πρές). Ὁ Ἀμερικανὸς ὑπουργὸς ἐξωτερικῶν κ. Ντὴν Ράσκ καὶ ὁ Βρεταννὸς συνάδελφός του λόρδος Χιοὺμ ἐξήτασαν τὰς τελευταίας ἐκθέσεις περὶ συγκεντρώσεων κινεζικῶν στρατευμάτων.: [590, 684, 876, 731]
- headline-medical-association: Ο ΙΑΤΡΙΚΟΣ ΣΥΛΛΟΓΟΣ ΔΙΑ ΤΗΝ ΕΠΙΒΛΗΘΕΙΣΑΝ ΠΟΙΝΗΝ ΤΟΥ ΣΙΚΟΥΡΕΤΑ: [902, 990, 1154, 1017]
- funeral-notice: ΚΗΔΕΙΑ Τὴν προσφιλῆ μας μητέρα, ἀδελφήν, θείαν καὶ γιαγιάν ΜΑΡΙΑΝ ΘΥΛΛΥΡΙΔΟΥ κηδεύομεν σήμερον ἐκ τοῦ ἱεροῦ ναοῦ. Οἱ συγγενεῖς.: [295, 789, 576, 891]
- funeral-title: ΚΗΔΕΙΑ: [405, 792, 466, 811]
- headline-gold-sovereign: 288 ΔΡΑΧΜ. Η ΧΡΥΣΗ ΛΙΡΑ ΕΙΣ ΤΗΝ ΘΕΣΣΑΛΟΝΙΚΗΝ ΚΑΙ 287,80 ΔΡΧ. ΕΙΣ ΑΘΗΝΑΣ: [11, 1086, 278, 1132]
- center-bottom-columns: Ἡ ὑπόθεσις τῶν Καπουτσίνων μοναχῶν τῆς Μαζζαρίνο ἀπησχόλησεν ἐπὶ μακρὸν τὴν ἰταλικὴν κοινὴν γνώμην. Οἱ κατηγορούμενοι ἐθεωροῦντο ὑπεύθυνοι διὰ σειρὰν ἐκβιασμῶν εἰς βάρος κατοίκων τῆς περιοχῆς. Τὸ δικαστήριον ἔκρινεν ὅτι δὲν ὑπάρχουν ἐπαρκῆ στοιχεῖα ἐνοχῆς, ἐνῷ ἡ εἰσαγγελία ἀνήγγειλε ὅτι θὰ ἀσκήσῃ ἔφεσιν κατὰ τῆς ἀποφάσεως. Ἡ ἐκκλησία ἐξέφρασε τὴν ἱκανοποίησίν της διὰ τὴν ἔκβασιν τῆς δίκης. Ἡ ἀπεργία τῶν μηχανικῶν ἐπηρέασε τὰς πτήσεις πρὸς τὴν Εὐρώπην καὶ τὴν Λατινικὴν Ἀμερικήν. Ἡ διοίκησις τῆς ἑταιρείας ἐδήλωσεν ὅτι θὰ καταβάλῃ κάθε προσπάθειαν διὰ τὴν ἐξεύρεσιν λύσεως. Αἱ διαπραγματεύσεις μεταξὺ τῆς ἑταιρείας καὶ τοῦ συνδικάτου συνεχίζονται ὑπὸ τὴν αἰγίδα τῆς ὁμοσπονδιακῆς ὑπηρεσίας συμφιλιώσεως. Χιλιάδες ἐπιβάται ἐξυπηρετήθησαν ὑπὸ ἄλλων ἑταιρειῶν.: [590, 1699, 1171, 1826]
- headline-rusk-home-line3: ΠΕΡΙ ΣΥΓΚΕΝΤΡΩΣΕΩΝ ΤΩΝ ΕΡΥΘΡΩΝ ΚΙΝΕΖΩΝ: [627, 615, 1134, 673]
- center-bottom: [590, 1690, 1171, 2318]
- right-column: ΜΕΓΑΛΕΙΩΔΗΣ ΠΡΟΒΛΕΠΕΤΑΙ Η ΥΠΟΔΟΧΗ ΤΩΝ κ.κ. ΠΑΠΑΝΔΡΕΟΥ-ΒΕΝΙΖΕΛΟΥ ΕΙΣ ΠΑΤΡΑΣ ΕΖΗΤΗΘΗ ΑΔΕΙΑ ΔΙΑ ΤΗΝ ΣΥΓΚΕΝΤΡΩΣΙΝ Εἰς ἀντιπερισπασμὸν ὁ ἀρχηγὸς τῆς ΕΡΕ μεταβαίνει τὴν Παρασκευὴν εἰς Κρήτην ΑΘΗΝΑΙ, 25. Ἐκ τῆς Ἑνώσεως Κέντρου ἀνεκοινώθη ὅτι ἡ ὑποδοχὴ τῶν κ.κ. Παπανδρέου καὶ Βενιζέλου εἰς τὰς Πάτρας προβλέπεται μεγαλειώδης. Ἐζητήθη ἤδη ἡ ἄδεια διὰ τὴν συγκέντρωσιν. Ἀναμένεται ὅτι θὰ συρρεύσουν χιλιάδες πολῖται ἐκ τῆς Πελοποννήσου, ἐνῷ ὁ κ. Παπανδρέου θὰ ἀναπτύξῃ τὸ πρόγραμμα τοῦ κόμματος. ΑΝΤΙΠΕΡΙΣΠΑΣΜΟΣ ΑΘΗΝΑΙ, 25. — Ὁ ἀρχηγὸς τῆς ΕΡΕ κ. Κωνσταντῖνος Καραμανλῆς μεταβαίνει τὴν Παρασκευὴν εἰς Κρήτην, ὅπου θὰ ὁμιλήσῃ εἰς συγκέντρωσιν εἰς τὸ Ἡράκλειον. Εἰς τὸν κύκλον τῆς ΕΡΕ ἡ περιοδεία χαρακτηρίζεται ὡς σημαντική. ΘΕΜΑΤΑ ΤΟΥ Ν.Α.Τ.Ο., ΤΗΣ ΚΟΙΝΗΣ ΑΓΟΡΑΣ ΚΑΙ ΤΗΣ ΕΝΟΠΟΙΗΣΕΩΣ ΤΗΣ ΕΥΡΩΠΗΣ ΕΞΗΤΑΣΕΝ Ο κ. ΡΑΣΚ ΕΙΣ ΤΟ ΛΟΝΔΙΝΟΝ ΜΕΤΑ ΤΟΥ ΜΑΚ ΜΙΛΛΑΝ ΚΑΙ ΤΟΥ ΧΙΟΥΜ ΛΟΝΔΙΝΟΝ, 25. (Μάσσο. Πρές). Ὁ Ἀμερικανὸς ὑπουργὸς ἐξωτερικῶν κ. Ράσκ ἐξήτασε μετὰ τοῦ πρωθυπουργοῦ κ. Μὰκ Μίλλαν καὶ τοῦ λόρδου Χιοὺμ θέματα τοῦ ΝΑΤΟ καὶ τῆς Κοινῆς Ἀγορᾶς. Αἱ συνομιλίαι διήρκεσαν ἐπὶ πολλὰς ὥρας καὶ ἐπεκεντρώθησαν εἰς τὴν ἑνοποίησιν τῆς Εὐρώπης. Κατὰ πληροφορίας, ἀμφότεραι αἱ πλευραὶ συμφωνοῦν ἐπὶ τῆς ἀνάγκης ἐνισχύσεως τῆς ἀτλαντικῆς συμμαχίας καὶ τῆς συνεργασίας εἰς τὸν πυρηνικὸν τομέα. Ὁ κ. Ράσκ ἀναχωρεῖ αὔριον διὰ τὸ Βερολίνον. ΘΕΙΟΣ ΚΑΙ Ο ΑΝΕΨΙΟΣ ΤΟΥ ΕΚΙΝΔΥΝΕΥΣΑΝ ΕΝΤΟΣ ΦΡΕΑΤΟΣ ΕΙΣ ΤΗΝ ΛΑΡΙΣΑΝ ΚΑΤΑΠΛΑΚΩΘΕΝΤΕΣ ΥΠΟ ΟΓΚΟΥ ΧΩΜΑΤΟΣ ΛΑΡΙΣΣΑ, 25. Θεῖος καὶ ἀνεψιὸς οἱ ὁποῖοι εἰργάζοντο διὰ τὸν καθαρισμὸν φρέατος εἰς χωρίον τῆς Λαρίσης ἐκινδύνευσαν νὰ ἀπολεσθοῦν ὅταν ἐπ' αὐτῶν κατέπεσεν ὄγκος χώματος. Διεσώθησαν χάρις εἰς τὴν ἔγκαιρον ἐπέμβασιν τῶν χωρικῶν. ΕΧΙΔΝΑ ΕΙΣ ΔΕΜΑ ΜΕΤΑΦΕΡΟΜΕΝΟΝ ΥΠΟ ΧΩΡΙΚΟΥ ΚΑΙ ΕΤΕΡΟΣ ΟΦΙΣ 0.70 ΜΕΤΡ. ΕΝΤΟΣ ΡΑΔΙΟΦΩΝΟΥ ΠΥΡΓΟΣ, 25. Χωρικὸς ὁ ὁποῖος μετέφερε δέμα ἀνεκάλυψεν ἐντὸς αὐτοῦ ἔχιδναν. Εἰς ἄλλο χωρίον ὄφις μήκους 0,70 μέτρων ἀνευρέθη ἐντὸς ραδιοφώνου. Ο ΑΝΤΙΠΡΟΕΔΡΟΣ ΤΗΣ ΚΥΒΕΡΝΗΣΕΩΣ ΤΟΥ ΛΙΒΑΝΟΥ ΑΦΙΧΘΗ ΕΙΣ ΤΑΣ ΑΘΗΝΑΣ ΔΙΑ ΤΡΙΗΜΕΡΟΝ ΕΠΙΣΚΕΨΙΝ ΑΘΗΝΑΙ, 25. — Ἀφίχθη σήμερον εἰς τὰς Ἀθήνας ὁ ἀντιπρόεδρος τῆς κυβερνήσεως τοῦ Λιβάνου διὰ τριήμερον ἐπίσκεψιν. Εἰς τὸ ἀεροδρόμιον ὑπεδέχθη αὐτὸν ὁ ὑφυπουργὸς ἐξωτερικῶν. Κατὰ τὴν παραμονήν του θὰ ἔχῃ συνομιλίας μὲ μέλη τῆς κυβερνήσεως. ΚΑΤΑΔΙΚΗ ΑΣΤΥΦΥΛΑΚΟΣ ΚΑΙ ΤΕΣΣΑΡΩΝ ΙΔΙΩΤΩΝ ΔΙΑ ΣΥΚΟΦΑΝΤΙΚΗΝ ΔΥΣΦΗΜΗΣΙΝ ΕΝΟΣ ΘΕΟΛΟΓΟΥ ΑΘΗΝΑΙ, 25. — Τὸ Πλημμελειοδικεῖον κατεδίκασεν ἀστυφύλακα καὶ τέσσαρας ἰδιώτας διὰ συκοφαντικὴν δυσφήμησιν εἰς βάρος θεολόγου καθηγητοῦ. Οἱ κατηγορούμενοι εἶχον διαδώσει ψευδεῖς εἰδήσεις. Τὸ δικαστήριον ἐπέβαλε ποινὰς φυλακίσεως καὶ χρηματικὰς ποινάς. Ἐντεταλμένος τῆς ρωσικῆς ἐκκλησίας Ο ΜΗΤΡΟΠΟΛΙΤΗΣ ΤΟΥ ΡΟΣΤΟΒ ΑΦΙΧΘΗ ΕΙΣ ΤΗΝ ΘΕΣΣΑΛΟΝΙΚΗΝ Σήμερον μεταβαίνει εἰς "Ἅγιον" Ὄρος μετὰ τοῦ συνόδου τοῦ ἀρχιμανδρίτου ΘΕΣΣΑΛΟΝΙΚΗ, 25. — Ἀφίχθη τὴν 10ην πρωινὴν ἀεροπορικῶς ὁ Μητροπολίτης τοῦ Ροστὸβ συνοδευόμενος ὑπὸ ἀρχιμανδρίτου. Ἔγινε δεκτὸς ὑπὸ ἐκπροσώπων τῆς Μητροπόλεως. Σήμερον μεταβαίνει εἰς τὸ Ἅγιον Ὄρος, ὅπου θὰ ἐπισκεφθῇ τὴν μονὴν τοῦ Ἁγίου Παντελεήμονος. Ὁ Μητροπολίτης εἶναι ἐντεταλμένος τῆς ρωσικῆς ἐκκλησίας διὰ τὰς σχέσεις μετὰ τῶν ὀρθοδόξων ἐκκλησιῶν. Θὰ παραμείνῃ εἰς τὸ Ὄρος ἐπὶ πενθήμερον. ΕΙΣ ΤΑΣ ΑΘΗΝΑΣ ΑΘΗΝΑΙ, 25. — Ὁ Μητροπολίτης ἀναμένεται εἰς τὰς Ἀθήνας μετὰ τὴν ἐπίσκεψίν του εἰς τὸ Ἅγιον Ὄρος, ὅπου θὰ συναντηθῇ μετὰ τοῦ Ἀρχιεπισκόπου.: [1181, 4, 1568, 2316]
- article-body: ΡΩΜΗ, 25. (Ρώυτερ). Αἱ ἰταλικαὶ ἐφημερίδες ἐπανεκυκλοφόρησαν σήμερον μετὰ τὴν λῆξιν τῆς ἀπεργίας τῶν ἐργατῶν τύπου, ἡ ὁποία διήρκεσεν ἐπὶ τριήμερον.: [295, 730, 576, 778]
- headline-onassis-line1: ΤΑ ΕΛΛΕΙΜΜΑΤΑ ΤΗΣ ΟΛΥΜΠΙΑΚΗΣ ΑΕΡΟΠΟΡΙΑΣ: [55, 1700, 527, 1760]
- section-heading: ΚΑΤΑΝΟΜΗ ΥΠΟΥΡΓΕΙΩΝ: [68, 537, 221, 551]
- section-heading: Ο ΤΣΕΝ ΓΙ ΠΡΟΕΙΔΟΠΟΙΕΙ: [951, 823, 1105, 836]
- section-heading: ΒΡΑΧΥΣ Ο ΒΙΟΣ;: [95, 458, 194, 471]
- headline-mikoyan-cairo: Η ΜΙΚΟΓΙΑΝ ΘΑ ΕΠΙΣΚΕΦΘΗ ΤΟ ΚΑΪΡΟΝ: [312, 617, 560, 632]
- article-body: ΠΥΡΓΟΣ, 25. Χωρικὸς ὁ ὁποῖος μετέφερε δέμα ἀνεκάλυψεν ἐντὸς αὐτοῦ ἔχιδναν. Εἰς ἄλλο χωρίον ὄφις μήκους 0,70 μέτρων ἀνευρέθη ἐντὸς ραδιοφώνου.: [1181, 662, 1568, 699]
- subheadline-khrushchev-3: καὶ προσπάθειαν ὑποδουλώσεως τῶν λαῶν: [696, 158, 1065, 179]
- subheadline-niarchos: Ὑπάρχει πρότασις τοῦ κ. Νιάρχου διὰ τὰς συγκοινωνίας: [77, 1969, 506, 1988]
- article-body: ΛΙΜΑ, 25. (Ἀσσ. Πρές). Συμφώνως πρὸς τὰ τελευταῖα ἀποτελέσματα τῶν προεδρικῶν ἐκλογῶν, ὁ Φερνάντο Μπελαούντε προηγεῖται μὲ σημαντικὴν διαφοράν.: [295, 573, 576, 608]
- section-heading: ΑΛΛΑΙ ΠΛΗΡΟΦΟΡΙΑΙ: [372, 894, 500, 908]
- headline-capuchins: ΠΕΠΑΝΜΕΝΗ Η ΑΠΟΦΑΣΙΣ ΑΘΩΩΣΕΩΣ ΤΩΝ ΚΑΠΟΥΖΙΝΩΝ: [599, 1157, 867, 1184]
- capuchin-box: [590, 1152, 876, 1229]
- price-row: Ρουμανίας 235,00—235,50: [14, 1225, 275, 1236]
- nato-article: ΛΟΝΔΙΝΟΝ, 25. (Μάσσο. Πρές). Ὁ Ἀμερικανὸς ὑπουργὸς ἐξωτερικῶν κ. Ράσκ ἐξήτασε μετὰ τοῦ πρωθυπουργοῦ κ. Μὰκ Μίλλαν καὶ τοῦ λόρδου Χιοὺμ θέματα τοῦ ΝΑΤΟ καὶ τῆς Κοινῆς Ἀγορᾶς. Αἱ συνομιλίαι διήρκεσαν ἐπὶ πολλὰς ὥρας καὶ ἐπεκεντρώθησαν εἰς τὴν ἑνοποίησιν τῆς Εὐρώπης. Κατὰ πληροφορίας, ἀμφότεραι αἱ πλευραὶ συμφωνοῦν ἐπὶ τῆς ἀνάγκης ἐνισχύσεως τῆς ἀτλαντικῆς συμμαχίας καὶ τῆς συνεργασίας εἰς τὸν πυρηνικὸν τομέα. Ὁ κ. Ράσκ ἀναχωρεῖ αὔριον διὰ τὸ Βερολίνον.: [1181, 374, 1568, 491]
- subheadline-deportations-1: Τὸ ἐδήλωσεν ὁ ὑφυπουργὸς ἐσωτερικῶν: [48, 676, 241, 709]
- section-heading: ΠΕΡΙ ΡΕΒΙΖΙΟΝΙΣΜΟΥ: [963, 323, 1093, 336]
- subheadline-ministries: ΠΩΣ ΚΑΤΑΝΕΜΟΝΤΑΙ ΤΑ ΥΠΟΥΡΓΕΙΑ: [6, 178, 283, 211]
- headline-papandreou-line1: ΜΕΓΑΛΕΙΩΔΗΣ ΠΡΟΒΛΕΠΕΤΑΙ Η ΥΠΟΔΟΧΗ: [1189, 4, 1560, 23]
- headline-onassis-line3: ΕΙΝΑΙ ΤΑ ΕΣΟΔΑ ΤΟΥ ΔΗΜΟΣΙΟΥ ΑΠΟ ΑΥΤΗΝ: [39, 1815, 543, 1875]
- section-heading: Η ΑΝΑΠΤΥΞΙΣ ΤΗΣ ΟΙΚΟΝΟΜΙΑΣ: [636, 454, 829, 467]
- subheadline-novotny-1: Αἱ συνέπειαι τῆς προσφάτου συνόδου: [36, 892, 253, 929]
- deceased-name: ΜΑΡΙΑΝ ΘΥΛΛΥΡΙΔΟΥ: [370, 840, 502, 854]
- headline-rusk-home-line1: ΕΙΣ ΤΟ ΛΟΝΔΙΝΟΝ ΟΙ κ.κ. ΝΤΗΝ ΡΑΣΚ ΚΑΙ ΧΙΟΥΜ: [614, 531, 1147, 589]
- section-heading: ΑΝΤΙΠΟΙΝΑ ΤΗΣ ΕΡΕ: [375, 2118, 498, 2132]
- headline-patriarch: Ο ΠΑΤΡΙΑΡΧΗΣ ΑΠΕΣΤΕΙΛΕΝ ΤΟΝ ΑΡΧΙΕΠΙΣΚΟΠΟΝ ΤΑ ΠΡΑΚΤΙΚΑ ΣΥΖΗΤΗΣΕΩΝ ΜΕΤΑ ΤΟΥ κ. ΡΑΜΣΕΫ: [593, 899, 873, 939]
